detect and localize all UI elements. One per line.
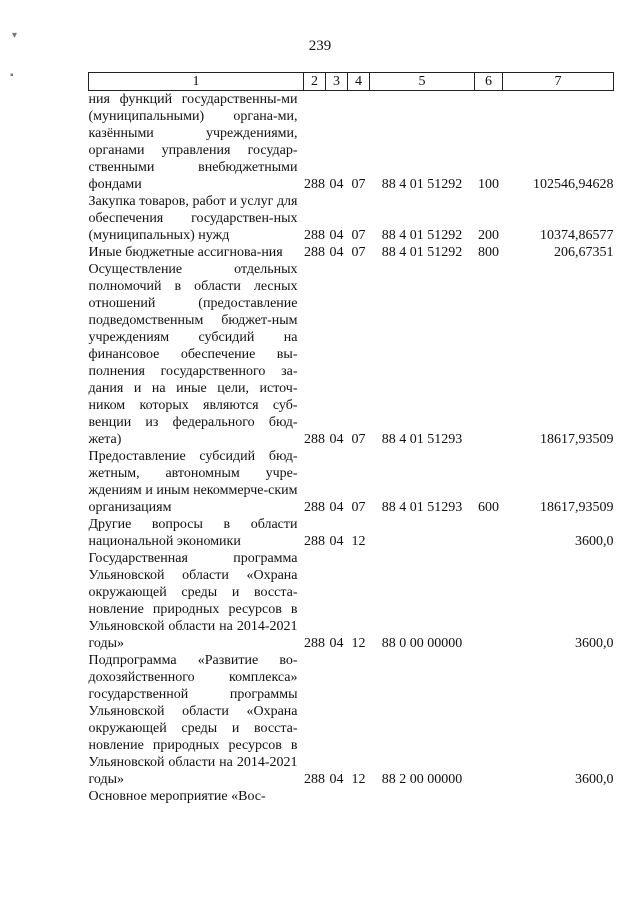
- header-col-5: 5: [370, 73, 475, 91]
- row-target-article: 88 4 01 51292: [381, 228, 463, 243]
- row-target-article: 88 4 01 51293: [381, 432, 463, 447]
- row-admin-code: 288: [304, 177, 325, 192]
- row-admin-code: 288: [304, 228, 325, 243]
- row-description: Иные бюджетные ассигнова-ния: [88, 245, 283, 260]
- budget-table: [88, 72, 614, 805]
- header-col-3: 3: [326, 73, 348, 91]
- row-section: 04: [329, 177, 344, 192]
- row-expense-type: 100: [478, 177, 499, 192]
- row-expense-type: 800: [478, 245, 499, 260]
- row-section: 04: [329, 534, 344, 549]
- header-row: [89, 73, 614, 91]
- table-row: [89, 652, 614, 788]
- row-expense-type: [475, 516, 503, 550]
- row-admin-code: 288: [304, 432, 325, 447]
- row-subsection: 12: [351, 636, 366, 651]
- row-admin-code: 288: [304, 772, 325, 787]
- table-row: [89, 261, 614, 448]
- row-amount: [503, 788, 614, 805]
- table-row: [89, 91, 614, 194]
- header-col-4: 4: [348, 73, 370, 91]
- row-expense-type: [475, 788, 503, 805]
- row-amount: 18617,93509: [540, 500, 614, 515]
- row-description: Другие вопросы в области национальной экономики: [88, 517, 298, 549]
- row-description: Предоставление субсидий бюд-жетным, автономным учре-ждениям и иным некоммерче-ским организациям: [88, 449, 298, 515]
- row-admin-code: 288: [304, 534, 325, 549]
- row-expense-type: [475, 652, 503, 788]
- row-subsection: 07: [351, 177, 366, 192]
- table-row: [89, 244, 614, 261]
- row-expense-type: [475, 550, 503, 652]
- row-amount: 102546,94628: [533, 177, 614, 192]
- row-subsection: [348, 788, 370, 805]
- row-amount: 10374,86577: [540, 228, 614, 243]
- table-row: [89, 516, 614, 550]
- row-target-article: 88 2 00 00000: [381, 772, 463, 787]
- row-subsection: 07: [351, 432, 366, 447]
- row-amount: 3600,0: [575, 534, 614, 549]
- row-section: 04: [329, 245, 344, 260]
- row-section: 04: [329, 432, 344, 447]
- row-expense-type: 200: [478, 228, 499, 243]
- row-description: Государственная программа Ульяновской области «Охрана окружающей среды и восста-новление природных ресурсов в Ульяновской области на 2014-2021 годы»: [88, 551, 298, 651]
- row-target-article: 88 4 01 51292: [381, 245, 463, 260]
- row-subsection: 12: [351, 534, 366, 549]
- row-target-article: 88 4 01 51293: [381, 500, 463, 515]
- row-admin-code: 288: [304, 636, 325, 651]
- header-col-1: 1: [89, 73, 304, 91]
- row-section: 04: [329, 772, 344, 787]
- row-subsection: 12: [351, 772, 366, 787]
- row-description: Основное мероприятие «Вос-: [88, 789, 266, 804]
- row-description: ния функций государственны-ми (муниципальными) органа-ми, казёнными учреждениями, органами управления государ-ственными внебюджетными фондами: [88, 92, 298, 192]
- row-target-article: 88 0 00 00000: [381, 636, 463, 651]
- row-expense-type: [475, 261, 503, 448]
- row-subsection: 07: [351, 228, 366, 243]
- row-target-article: [370, 788, 475, 805]
- row-expense-type: 600: [478, 500, 499, 515]
- row-section: 04: [329, 636, 344, 651]
- row-admin-code: 288: [304, 500, 325, 515]
- table-row: [89, 550, 614, 652]
- row-subsection: 07: [351, 245, 366, 260]
- row-amount: 206,67351: [554, 245, 614, 260]
- row-target-article: [370, 516, 475, 550]
- row-amount: 18617,93509: [540, 432, 614, 447]
- page-number: 239: [308, 38, 332, 54]
- header-col-7: 7: [503, 73, 614, 91]
- header-col-6: 6: [475, 73, 503, 91]
- header-col-2: 2: [304, 73, 326, 91]
- scan-mark: ▪: [10, 70, 14, 81]
- scan-mark: ▾: [12, 30, 18, 41]
- row-amount: 3600,0: [575, 636, 614, 651]
- row-target-article: 88 4 01 51292: [381, 177, 463, 192]
- row-description: Осуществление отдельных полномочий в области лесных отношений (предоставление подведомственным бюджет-ным учреждениям субсидий на финансовое обеспечение вы-полнения государственного за-дания и на иные цели, источ-ником которых являются суб-венции из федерального бюд-жета): [88, 262, 298, 447]
- row-admin-code: 288: [304, 245, 325, 260]
- row-description: Закупка товаров, работ и услуг для обеспечения государствен-ных (муниципальных) нужд: [88, 194, 298, 243]
- row-amount: 3600,0: [575, 772, 614, 787]
- row-admin-code: [304, 788, 326, 805]
- row-subsection: 07: [351, 500, 366, 515]
- row-section: 04: [329, 500, 344, 515]
- table-row: [89, 448, 614, 516]
- row-section: [326, 788, 348, 805]
- table-row: [89, 788, 614, 805]
- row-section: 04: [329, 228, 344, 243]
- table-row: [89, 193, 614, 244]
- row-description: Подпрограмма «Развитие во-дохозяйственного комплекса» государственной программы Ульяновской области «Охрана окружающей среды и восста-новление природных ресурсов в Ульяновской области на 2014-2021 годы»: [88, 653, 298, 787]
